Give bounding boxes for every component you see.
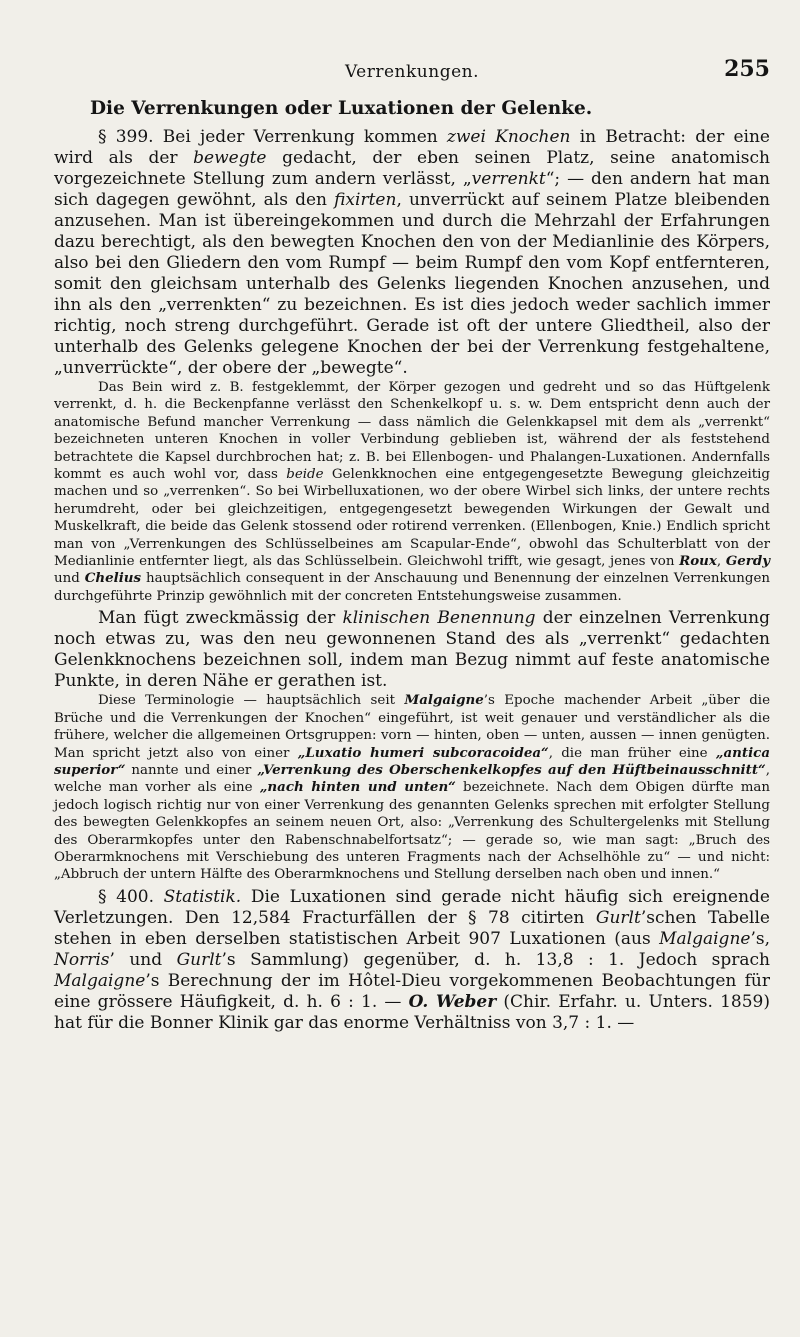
text-run: ’ und [109,949,177,970]
emphasis: fixirten [334,190,397,210]
emphasis: „Verrenkung des Oberschenkelkopfes auf den Hüftbeinausschnitt“ [257,761,766,778]
running-title: Verrenkungen. [344,62,480,82]
text-run: Gelenkknochen eine entgegengesetzte Bewegung gleichzeitig machen und so „verrenken“. So bei Wirbelluxationen, wo der obere Wirbel sich links, der untere rechts herumdreht, oder bei gleichzeitigen, entgegengesetzt bewegenden Wirkungen der Gewalt und Muskelkraft, die beide das Gelenk stossend oder rotirend verrenken. (Ellenbogen, Knie.) Endlich spricht man von „Verrenkungen des Schlüsselbeines am Scapular-Ende“, obwohl das Schulterblatt von der Medianlinie entfernter liegt, als das Schlüsselbein. Gleichwohl trifft, wie gesagt, jenes von [54,467,771,570]
text-run: (Chir. Erfahr. u. Unters. 1859) hat für die Bonner Klinik gar das enorme Verhältniss von 3,7 : 1. — [54,991,770,1033]
emphasis: beide [286,467,324,483]
running-header [54,56,770,86]
text-run: bezeichnete. Nach dem Obigen dürfte man jedoch logisch richtig nur von einer Verrenkung des genannten Gelenks sprechen mit erfolgter Stellung des bewegten Gelenkkopfes an seinem neuen Ort, also: „Verrenkung des Schultergelenks mit Stellung des Oberarmkopfes unter den Rabenschnabelfortsatz“; — gerade so, wie man sagt: „Bruch des Oberarmknochens mit Verschiebung des unteren Fragments nach der Achselhöhle zu“ — und nicht: „Abbruch der untern Hälfte des Oberarmknochens und Stellung derselben nach oben und innen.“ [54,780,771,883]
text-run: § 400. [98,886,164,907]
text-run: Das Bein wird z. B. festgeklemmt, der Körper gezogen und gedreht und so das Hüftgelenk verrenkt, d. h. die Beckenpfanne verlässt den Schenkelkopf u. s. w. Dem entspricht denn auch der anatomische Befund mancher Verrenkung — dass nämlich die Gelenkkapsel mit dem als „verrenkt“ bezeichneten unteren Knochen in voller Verbindung geblieben ist, während der als feststehend betrachtete die Kapsel durchbrochen hat; z. B. bei Ellenbogen- und Phalangen-Luxationen. Andernfalls kommt es auch wohl vor, dass [54,380,770,483]
emphasis: „nach hinten und unten“ [259,779,456,796]
author-name: Malgaigne [404,692,484,709]
author-name: Gurlt [176,949,222,970]
paragraph-399 [54,127,770,379]
text-run: Die Luxationen sind gerade nicht häufig sich ereignende Verletzungen. Den 12,584 Fracturfällen der § 78 citirten [54,886,770,928]
author-name: O. Weber [408,991,497,1012]
note-paragraph-1 [54,379,770,605]
emphasis: klinischen Benennung [342,608,536,629]
page-number: 255 [724,56,770,82]
text-run: ’schen Tabelle stehen in eben derselben statistischen Arbeit 907 Luxationen (aus [54,907,770,949]
emphasis: zwei Knochen [446,127,571,147]
text-run: gedacht, der eben seinen Platz, seine anatomisch vorgezeichnete Stellung zum andern verlässt, „ [54,148,770,189]
author-name: Malgaigne [659,928,751,949]
text-run: Man fügt zweckmässig der [98,608,343,629]
paragraph-clinical-naming [54,608,770,692]
text-run: Diese Terminologie — hauptsächlich seit [98,693,405,709]
text-run: , [716,554,726,570]
text-run: § 399. Bei jeder Verrenkung kommen [98,127,447,147]
text-run: ’s, [750,928,770,949]
text-run: , unverrückt auf seinem Platze bleibenden anzusehen. Man ist übereingekommen und durch die Mehrzahl der Erfahrungen dazu berechtigt, als den bewegten Knochen den von der Medianlinie des Körpers, also bei den Gliedern den vom Rumpf — beim Rumpf den vom Kopf entfernteren, somit den gleichsam unterhalb des Gelenks liegenden Knochen anzusehen, und ihn als den „verrenkten“ zu bezeichnen. Es ist dies jedoch weder sachlich immer richtig, noch streng durchgeführt. Gerade ist oft der untere Gliedtheil, also der unterhalb des Gelenks gelegene Knochen der bei der Verrenkung festgehaltene, „unverrückte“, der obere der „bewegte“. [54,190,770,378]
text-run: ’s Berechnung der im Hôtel-Dieu vorgekommenen Beobachtungen für eine grössere Häufigkeit, d. h. 6 : 1. — [54,970,770,1012]
author-name: Malgaigne [54,970,146,991]
text-run: ’s Sammlung) gegenüber, d. h. 13,8 : 1. Jedoch sprach [221,949,770,970]
text-run: “; — den andern hat man sich dagegen gewöhnt, als den [54,169,770,210]
emphasis: „antica superior“ [54,744,771,778]
emphasis: Statistik. [163,886,242,907]
text-run: nannte und einer [125,762,258,778]
emphasis: bewegte [193,148,267,168]
note-paragraph-2 [54,692,770,883]
author-name: Gerdy [725,553,770,570]
author-name: Norris [54,949,110,970]
author-name: Gurlt [595,907,641,928]
paragraph-400 [54,887,770,1034]
author-name: Roux [679,553,717,570]
text-run: ’s Epoche machender Arbeit „über die Brüche und die Verrenkungen der Knochen“ eingeführt, ist weit genauer und verständlicher als die frühere, welcher die allgemeinen Ortsgruppen: vorn — hinten, oben — unten, aussen — innen genügten. Man spricht jetzt also von einer [54,693,771,761]
text-run: , welche man vorher als eine [54,762,770,796]
text-run: der einzelnen Verrenkung noch etwas zu, was den neu gewonnenen Stand des als „verrenkt“ gedachten Gelenkknochens bezeichnen soll, indem man Bezug nimmt auf feste anatomische Punkte, in deren Nähe er gerathen ist. [54,608,770,692]
emphasis: verrenkt [471,169,546,189]
text-run: in Betracht: der eine wird als der [54,127,770,168]
section-title: Die Verrenkungen oder Luxationen der Gelenke. [90,98,593,119]
text-run: , die man früher eine [548,745,716,761]
text-run: und [54,571,85,587]
author-name: Chelius [84,570,142,587]
text-run: hauptsächlich consequent in der Anschauung und Benennung der einzelnen Verrenkungen durchgeführte Prinzip gewöhnlich mit der concreten Entstehungsweise zusammen. [54,571,770,604]
emphasis: „Luxatio humeri subcoracoidea“ [297,744,549,761]
